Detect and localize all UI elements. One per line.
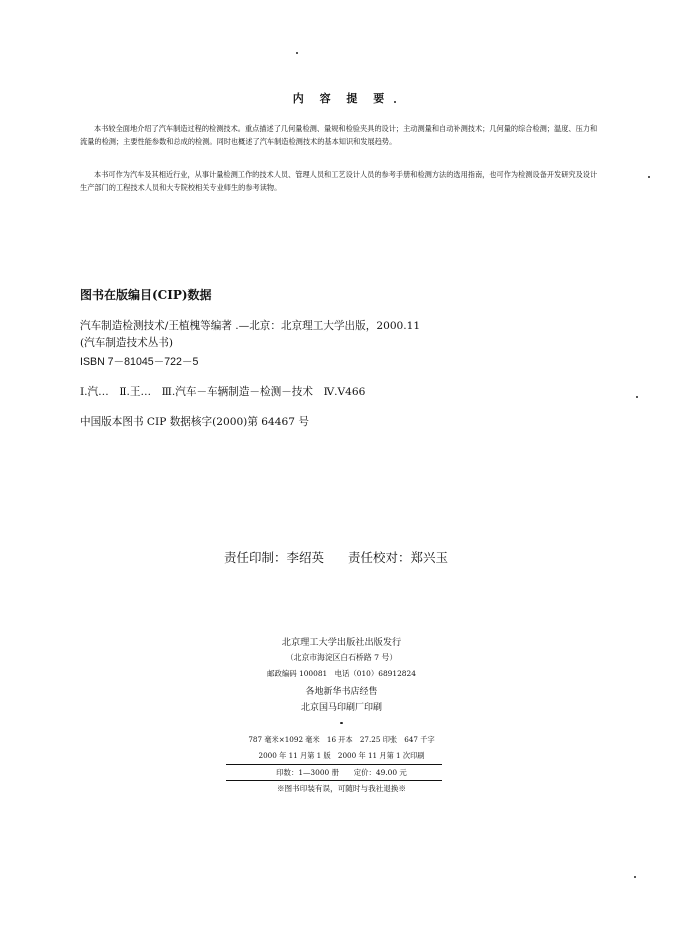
scan-speck	[634, 876, 636, 878]
publisher-postal-phone: 邮政编码 100081 电话（010）68912824	[267, 669, 416, 678]
scan-speck	[636, 396, 638, 398]
printer: 北京国马印刷厂印刷	[300, 703, 382, 713]
cip-record-number: 中国版本图书 CIP 数据核字(2000)第 64467 号	[80, 416, 309, 428]
cip-isbn: ISBN 7－81045－722－5	[80, 356, 199, 368]
scan-speck	[648, 176, 650, 178]
publisher-address: （北京市海淀区白石桥路 7 号）	[285, 653, 398, 662]
divider-line	[226, 764, 442, 765]
summary-paragraph-2: 本书可作为汽车及其相近行业，从事计量检测工作的技术人员、管理人员和工艺设计人员的参考手册和检测方法的选用指南，也可作为检测设备开发研究及设计生产部门的工程技术人员和大专院校相关专业师生的参考读物。	[80, 170, 598, 192]
summary-paragraph-1: 本书较全面地介绍了汽车制造过程的检测技术。重点描述了几何量检测、量规和检验夹具的设计；主动测量和自动补测技术；几何量的综合检测；温度、压力和流量的检测；主要性能参数和总成的检测。同时也概述了汽车制造检测技术的基本知识和发展趋势。	[80, 124, 598, 146]
edition-info: 2000 年 11 月第 1 版 2000 年 11 月第 1 次印刷	[258, 751, 425, 760]
publisher-name: 北京理工大学出版社出版发行	[281, 637, 402, 648]
scan-speck	[340, 722, 343, 724]
cip-classification: Ⅰ.汽… Ⅱ.王… Ⅲ.汽车－车辆制造－检测－技术 Ⅳ.V466	[80, 386, 366, 398]
distributor: 各地新华书店经售	[305, 687, 378, 697]
scan-speck	[394, 101, 396, 103]
format-specs: 787 毫米×1092 毫米 16 开本 27.25 印张 647 千字	[248, 735, 435, 744]
responsible-proofreading: 责任校对：郑兴玉	[348, 550, 449, 565]
cip-title: 图书在版编目(CIP)数据	[80, 288, 212, 302]
divider-line	[226, 780, 442, 781]
return-notice: ※图书印装有误，可随时与我社退换※	[276, 784, 407, 793]
scan-speck	[296, 52, 298, 54]
cip-series: (汽车制造技术丛书)	[80, 337, 174, 349]
print-run-price: 印数：1—3000 册 定价：49.00 元	[276, 768, 407, 777]
responsible-printing: 责任印制：李绍英	[224, 550, 325, 565]
cip-book-entry: 汽车制造检测技术/王植槐等编著 .—北京：北京理工大学出版，2000.11	[80, 320, 421, 332]
summary-heading: 内 容 提 要	[292, 92, 391, 105]
